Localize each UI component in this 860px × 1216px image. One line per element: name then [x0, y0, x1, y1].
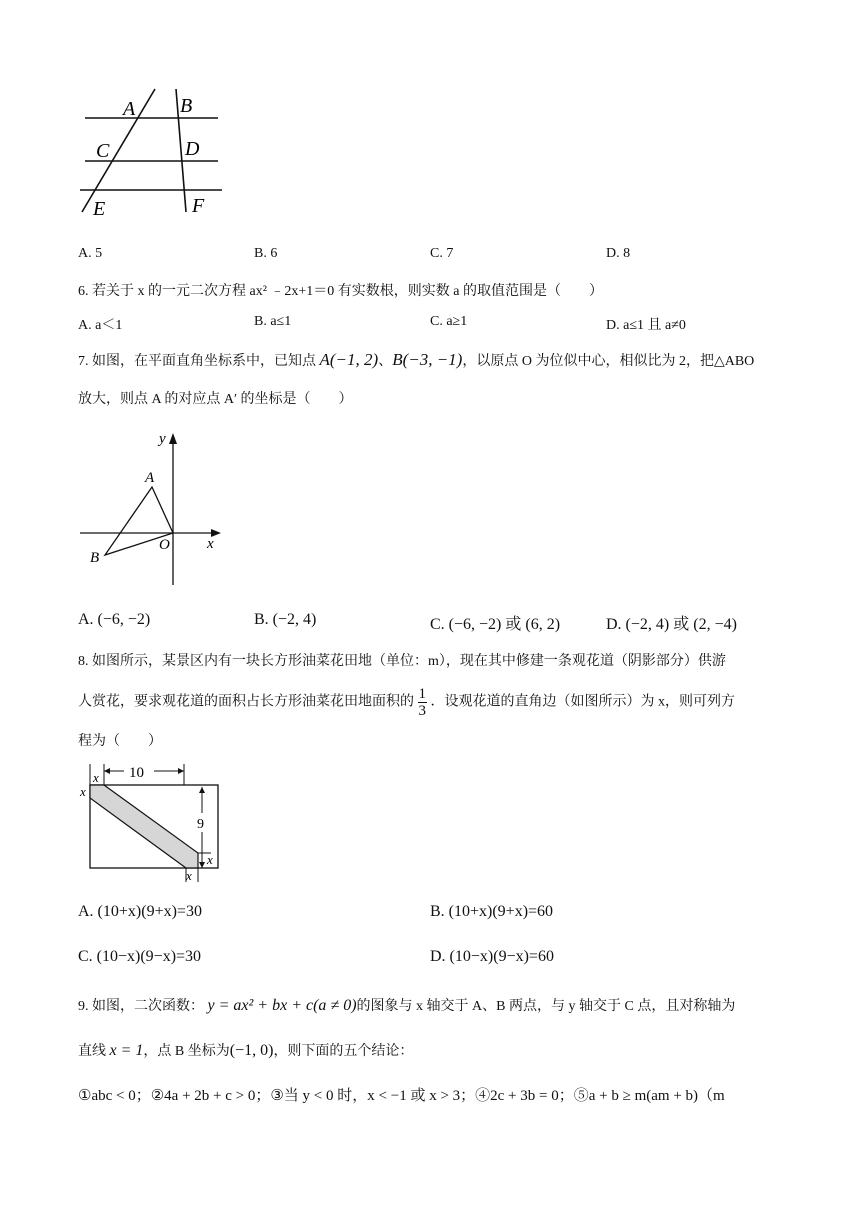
label-x-right: x	[207, 852, 213, 867]
q9-line2-part1: 直线	[78, 1044, 106, 1059]
q9-symmetry-axis: x = 1	[109, 1042, 144, 1059]
label-F: F	[192, 195, 205, 217]
label-9: 9	[197, 817, 204, 832]
q6-stem: 6. 若关于 x 的一元二次方程 ax² ﹣2x+1＝0 有实数根，则实数 a 的取值范围是（ ）	[78, 284, 604, 299]
label-D: D	[185, 138, 200, 160]
q8-fraction-denominator: 3	[418, 703, 426, 719]
q9-line2-part3: ，则下面的五个结论：	[273, 1044, 414, 1059]
q5-option-b: B. 6	[254, 246, 278, 261]
label-B: B	[180, 95, 193, 117]
q7-stem-part2: ，以原点 O 为位似中心，相似比为 2，把△ABO	[462, 354, 755, 369]
label-A: A	[145, 470, 155, 486]
q7-option-d: D. (−2, 4) 或 (2, −4)	[606, 616, 737, 633]
label-x-left: x	[80, 784, 86, 799]
q9-line1	[78, 995, 735, 1015]
q9-line2-part2: ，点 B 坐标为	[143, 1044, 230, 1059]
q6-option-d: D. a≤1 且 a≠0	[606, 318, 686, 333]
q8-fraction-numerator: 1	[418, 686, 426, 702]
q8-fraction	[418, 686, 428, 719]
coordinate-figure	[75, 425, 235, 595]
q7-point-a: A(−1, 2)	[319, 350, 379, 369]
q8-line3: 程为（ ）	[78, 734, 162, 749]
q5-option-c: C. 7	[430, 246, 454, 261]
q8-line2-part2: ．设观花道的直角边（如图所示）为 x，则可列方	[430, 694, 735, 710]
q7-stem-line2: 放大，则点 A 的对应点 A′ 的坐标是（ ）	[78, 392, 353, 407]
label-B: B	[90, 550, 100, 566]
q9-point-b: (−1, 0)	[229, 1042, 274, 1059]
q8-option-d: D. (10−x)(9−x)=60	[430, 948, 554, 965]
q6-option-c: C. a≥1	[430, 314, 468, 329]
label-x: x	[207, 536, 214, 552]
q5-option-d: D. 8	[606, 246, 631, 261]
q8-line1: 8. 如图所示，某景区内有一块长方形油菜花田地（单位：m），现在其中修建一条观花道（阴影部分）供游	[78, 654, 726, 669]
q8-line2	[78, 686, 735, 719]
q5-option-a: A. 5	[78, 246, 103, 261]
q7-option-b: B. (−2, 4)	[254, 611, 317, 628]
label-x-bottom: x	[186, 868, 192, 883]
q7-option-c: C. (−6, −2) 或 (6, 2)	[430, 616, 561, 633]
q8-option-c: C. (10−x)(9−x)=30	[78, 948, 202, 965]
label-10: 10	[129, 765, 144, 781]
q7-stem-line1	[78, 350, 754, 370]
q7-option-a: A. (−6, −2)	[78, 611, 151, 628]
q9-line2	[78, 1040, 413, 1060]
label-O: O	[159, 537, 170, 553]
q6-option-a: A. a＜1	[78, 318, 123, 333]
q7-sep: 、	[378, 354, 393, 369]
label-y: y	[159, 431, 166, 447]
q9-function: y = ax² + bx + c(a ≠ 0)	[207, 997, 357, 1014]
q9-line1-part2: 的图象与 x 轴交于 A、B 两点，与 y 轴交于 C 点，且对称轴为	[356, 999, 736, 1014]
q8-line2-part1: 人赏花，要求观花道的面积占长方形油菜花田地面积的	[78, 694, 414, 710]
q6-option-b: B. a≤1	[254, 314, 292, 329]
q9-line1-part1: 9. 如图，二次函数：	[78, 999, 204, 1014]
label-C: C	[96, 140, 110, 162]
q7-point-b: B(−3, −1)	[392, 350, 463, 369]
parallel-lines-figure	[70, 85, 240, 220]
q8-option-a: A. (10+x)(9+x)=30	[78, 903, 202, 920]
garden-path-figure	[76, 758, 226, 883]
q7-stem-part1: 7. 如图，在平面直角坐标系中，已知点	[78, 354, 316, 369]
label-A: A	[123, 98, 136, 120]
label-E: E	[93, 198, 106, 220]
q9-line3: ①abc < 0；②4a + 2b + c > 0；③当 y < 0 时，x < −1 或 x > 3；④2c + 3b = 0；⑤a + b ≥ m(am + b)（m	[78, 1088, 725, 1104]
label-x-top: x	[93, 770, 99, 785]
q8-option-b: B. (10+x)(9+x)=60	[430, 903, 554, 920]
